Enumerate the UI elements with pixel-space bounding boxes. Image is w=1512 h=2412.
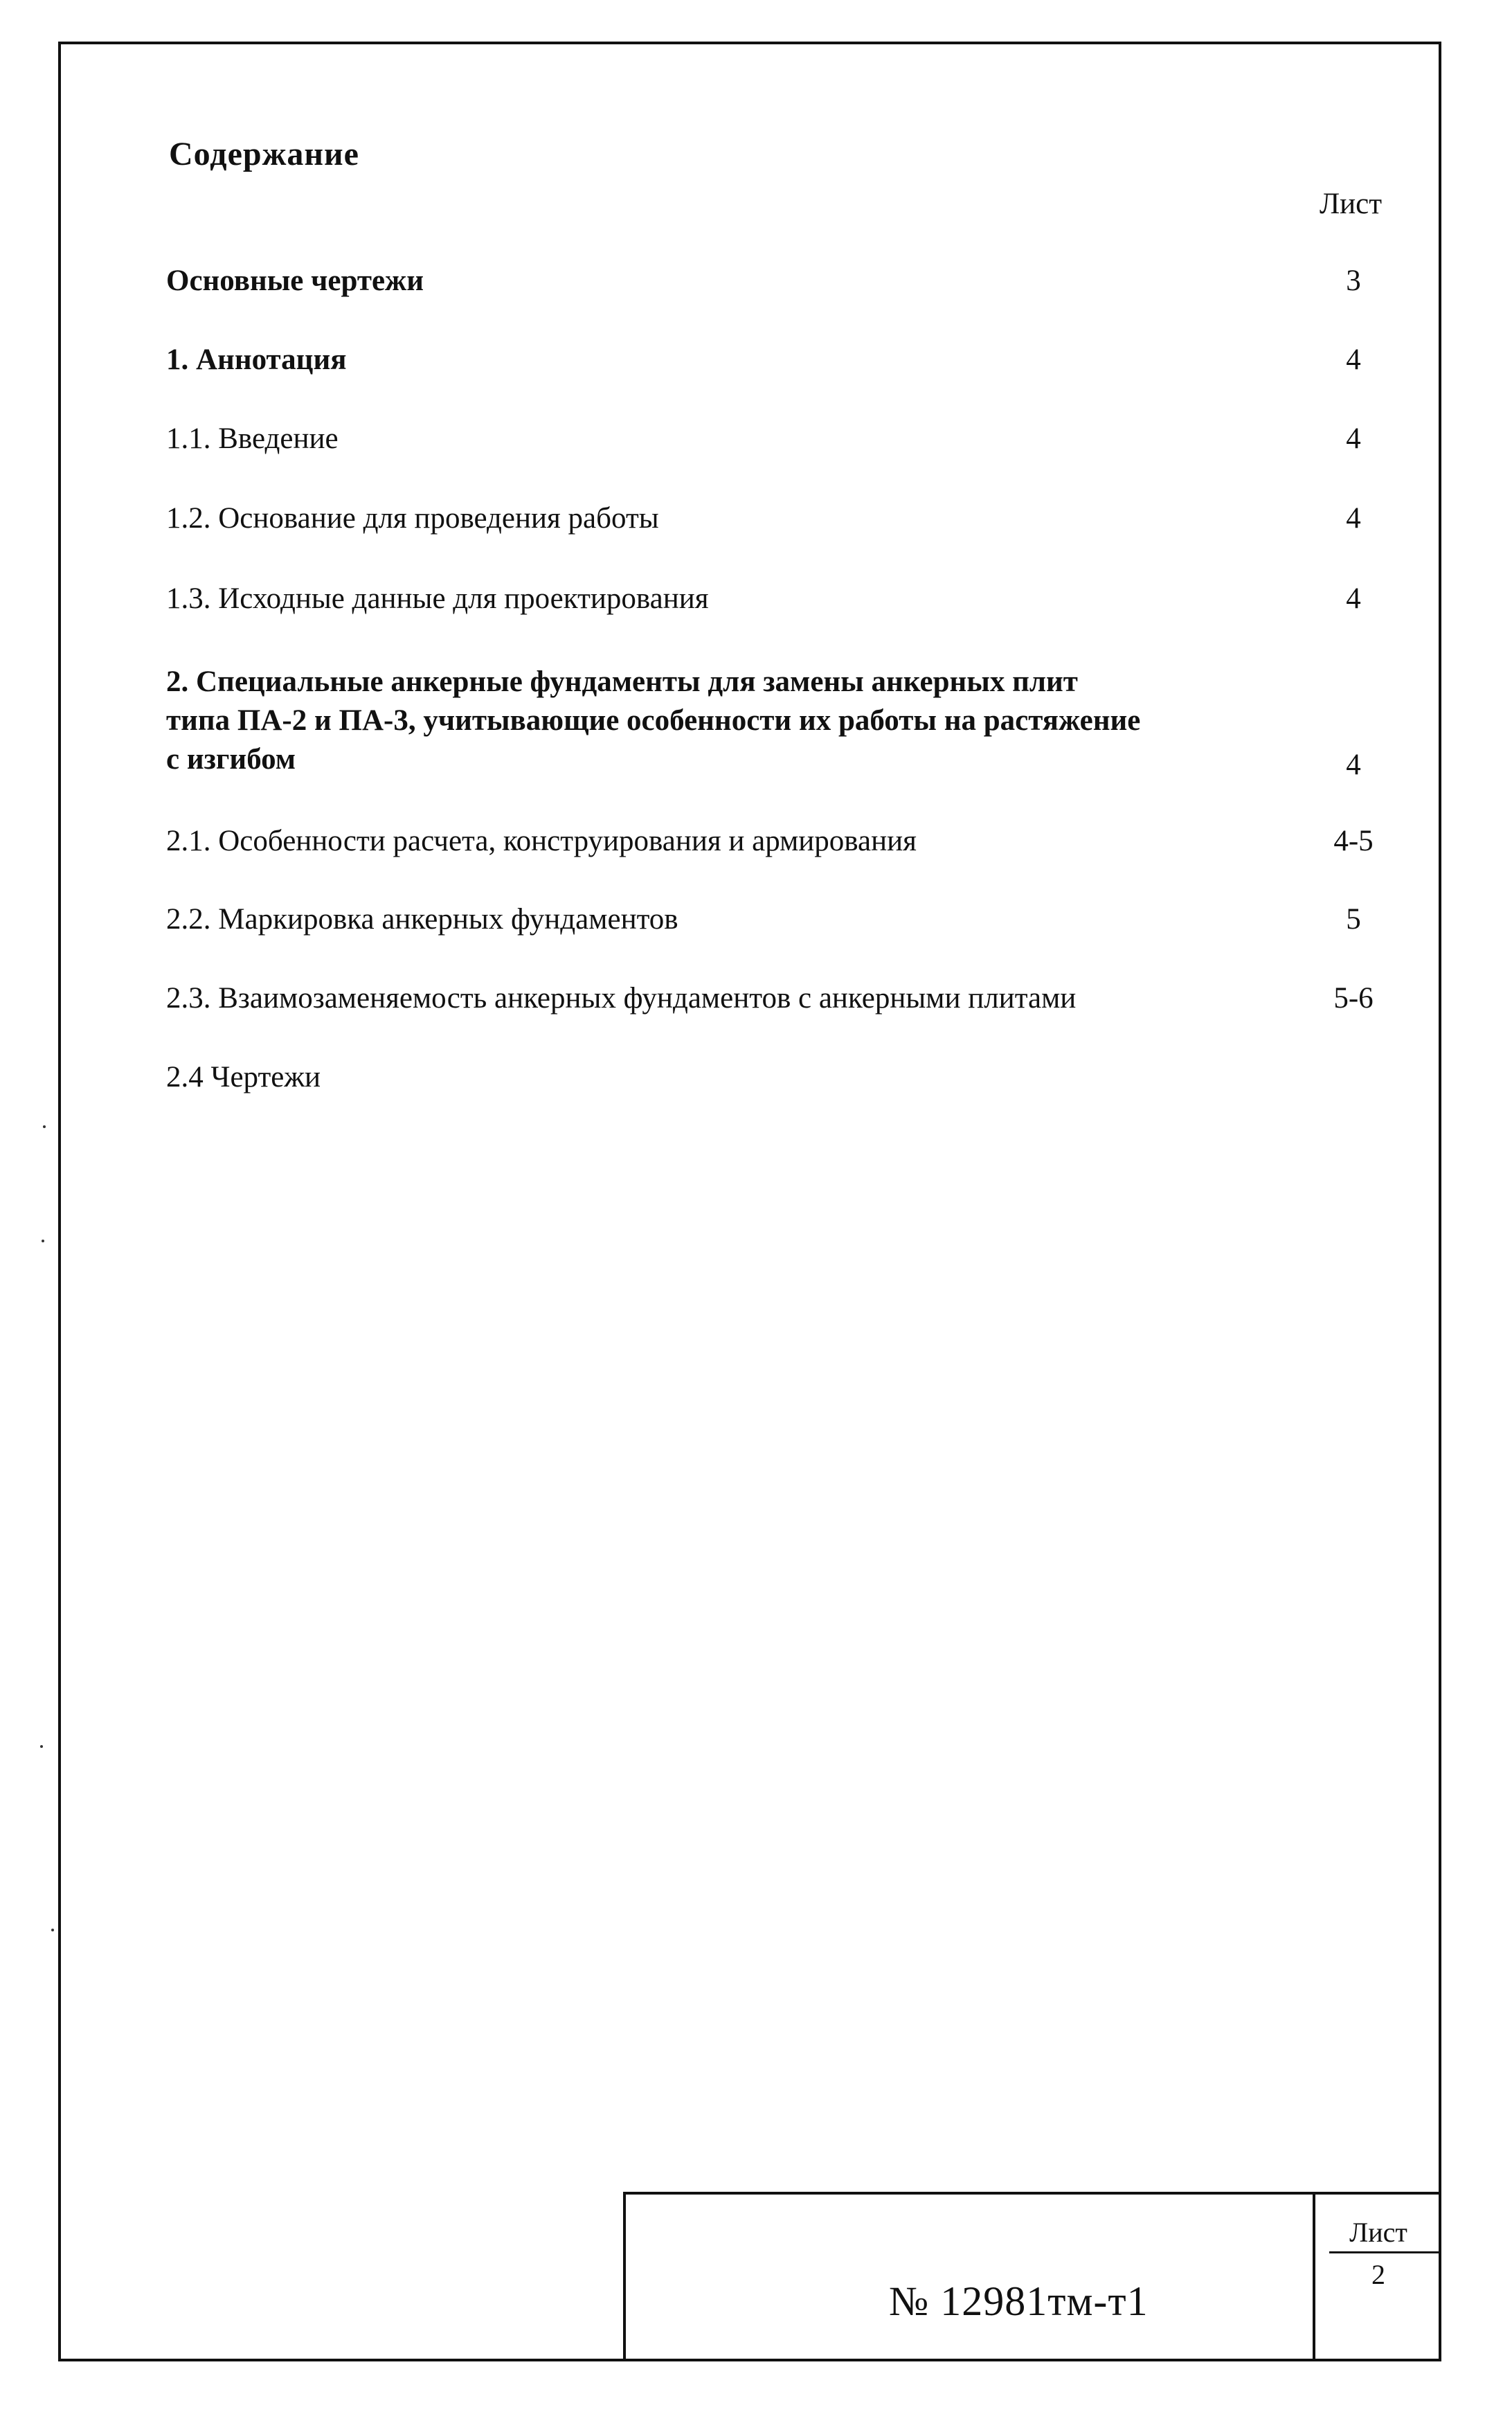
- sheet-number: 2: [1371, 2259, 1385, 2290]
- page-column-header: Лист: [1319, 188, 1382, 220]
- toc-entry-page: 3: [1346, 265, 1361, 297]
- toc-entry-label: Основные чертежи: [166, 265, 424, 297]
- toc-entry-label: 2.2. Маркировка анкерных фундаментов: [166, 903, 678, 936]
- toc-entry-page: 4: [1346, 422, 1361, 455]
- toc-entry-label: 1. Аннотация: [166, 343, 347, 376]
- toc-entry-page: 4: [1346, 582, 1361, 615]
- document-code-cell: [626, 2195, 1315, 2361]
- scan-speck: [51, 1929, 54, 1931]
- scan-speck: [40, 1745, 43, 1748]
- toc-entry-page: 4: [1346, 343, 1361, 376]
- toc-entry-page: 4: [1346, 502, 1361, 535]
- toc-entry-label: 2.1. Особенности расчета, конструирования и армирования: [166, 825, 917, 857]
- scan-speck: [43, 1125, 46, 1128]
- toc-entry-label: 2.3. Взаимозаменяемость анкерных фундаментов с анкерными плитами: [166, 982, 1077, 1015]
- toc-entry-page: 4: [1346, 749, 1361, 781]
- toc-entry-page: 5-6: [1333, 982, 1374, 1015]
- toc-entry-label: 2.4 Чертежи: [166, 1061, 321, 1093]
- sheet-label: Лист: [1349, 2217, 1407, 2248]
- toc-entry-label: 1.1. Введение: [166, 422, 339, 455]
- toc-entry-page: 4-5: [1333, 825, 1374, 857]
- page-frame: [58, 42, 1441, 2361]
- title-block: [623, 2192, 1441, 2361]
- page-title: Содержание: [169, 136, 359, 172]
- sheet-cell: [1315, 2195, 1441, 2361]
- document-code: № 12981тм-т1: [889, 2278, 1149, 2324]
- toc-entry-label: 1.2. Основание для проведения работы: [166, 502, 659, 535]
- toc-entry-label: 2. Специальные анкерные фундаменты для замены анкерных плит типа ПА-2 и ПА-3, учитывающие особенности их работы на растяжение с изгибом: [166, 665, 1141, 776]
- sheet-underline: [1329, 2251, 1441, 2253]
- scan-speck: [42, 1240, 44, 1242]
- toc-entry-label: 1.3. Исходные данные для проектирования: [166, 582, 709, 615]
- toc-entry-page: 5: [1346, 903, 1361, 936]
